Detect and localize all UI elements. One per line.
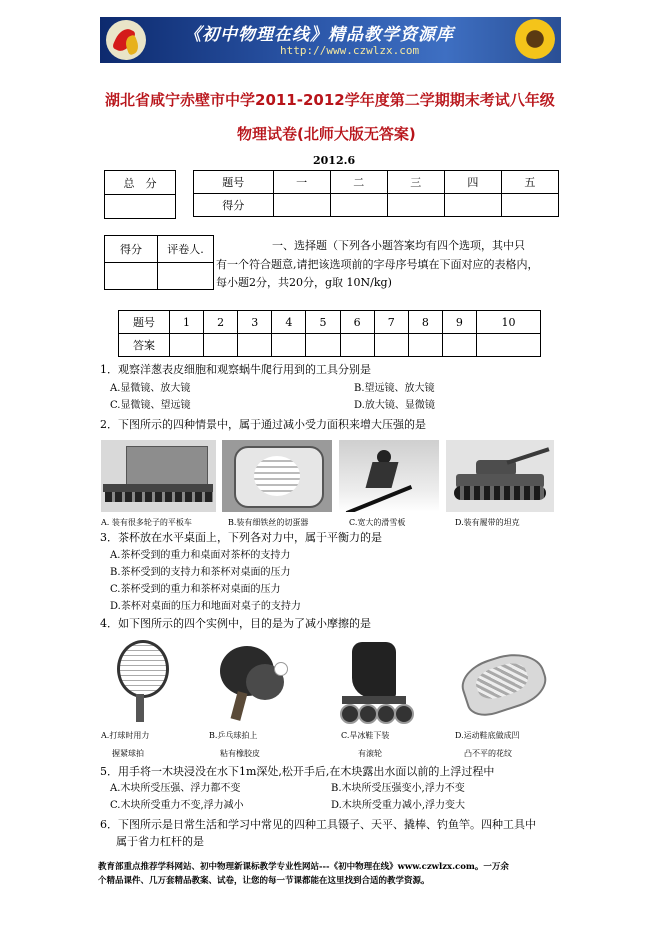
q2-caption-b: B.装有细铁丝的切蛋器 (228, 518, 309, 527)
q2-caption-a: A. 装有很多轮子的平板车 (101, 518, 192, 527)
q6-stem-line2: 属于省力杠杆的是 (116, 835, 204, 848)
q1-option-c: C.显微镜、望远镜 (110, 400, 191, 411)
q1-option-b: B.望远镜、放大镜 (354, 383, 435, 394)
tank-image (446, 440, 554, 512)
section-header: 三 (387, 171, 444, 194)
answer-cell[interactable] (306, 334, 340, 357)
answer-cell[interactable] (170, 334, 204, 357)
q4-caption-d2: 凸不平的花纹 (464, 749, 512, 758)
q4-caption-a1: A.打球时用力 (101, 731, 150, 740)
answer-cell[interactable] (442, 334, 476, 357)
pingpong-paddle-image (206, 636, 294, 724)
page-title-line2: 物理试卷(北师大版无答案) (237, 125, 416, 143)
site-logo-icon (106, 20, 146, 60)
q2-caption-d: D.装有履带的坦克 (455, 518, 520, 527)
q3-option-b: B.茶杯受到的支持力和茶杯对桌面的压力 (110, 567, 291, 578)
answer-number: 6 (340, 311, 374, 334)
grader-name-cell[interactable] (158, 263, 214, 290)
score-cell[interactable] (273, 194, 330, 217)
answer-number: 4 (272, 311, 306, 334)
answer-cell[interactable] (374, 334, 408, 357)
q4-caption-b1: B.乒乓球拍上 (209, 731, 258, 740)
score-cell[interactable] (444, 194, 501, 217)
tennis-racket-image (105, 636, 175, 726)
score-cell[interactable] (330, 194, 387, 217)
answer-tihao-label: 题号 (119, 311, 170, 334)
answer-number: 7 (374, 311, 408, 334)
section-score-table (193, 170, 559, 217)
q5-option-b: B.木块所受压强变小,浮力不变 (331, 783, 465, 794)
answer-cell[interactable] (408, 334, 442, 357)
q5-option-d: D.木块所受重力减小,浮力变大 (331, 800, 466, 811)
answer-cell[interactable] (340, 334, 374, 357)
sunflower-icon (515, 19, 555, 59)
q4-caption-b2: 粘有橡胶皮 (220, 749, 260, 758)
answer-cell[interactable] (476, 334, 540, 357)
q4-caption-a2: 握紧球拍 (112, 749, 144, 758)
section1-line3: 每小题2分，共20分，g取 10N/kg) (216, 276, 392, 289)
q3-option-c: C.茶杯受到的重力和茶杯对桌面的压力 (110, 584, 281, 595)
footer-line2: 个精品课件、几万套精品教案、试卷，让您的每一节课都能在这里找到合适的教学资源。 (98, 876, 430, 886)
q4-caption-c2: 有滚轮 (358, 749, 382, 758)
q1-option-d: D.放大镜、显微镜 (354, 400, 435, 411)
q3-stem: 3．茶杯放在水平桌面上，下列各对力中，属于平衡力的是 (100, 531, 382, 544)
q2-stem: 2．下图所示的四种情景中，属于通过减小受力面积来增大压强的是 (100, 418, 426, 431)
answer-label: 答案 (119, 334, 170, 357)
answer-number: 10 (476, 311, 540, 334)
answer-cell[interactable] (272, 334, 306, 357)
q5-option-c: C.木块所受重力不变,浮力减小 (110, 800, 244, 811)
sneaker-sole-image (452, 636, 548, 722)
tihao-label: 题号 (194, 171, 274, 194)
grader-score-cell[interactable] (105, 263, 158, 290)
defen-label: 得分 (194, 194, 274, 217)
total-score-table (104, 170, 176, 219)
footer-line1: 教育部重点推荐学科网站、初中物理新课标教学专业性网站---《初中物理在线》www.czwlzx.com。一万余 (98, 862, 509, 872)
answer-number: 9 (442, 311, 476, 334)
section1-line2: 有一个符合题意,请把该选项前的字母序号填在下面对应的表格内， (216, 258, 539, 271)
banner-url[interactable]: http://www.czwlzx.com (280, 44, 420, 57)
q4-stem: 4．如下图所示的四个实例中，目的是为了减小摩擦的是 (100, 617, 371, 630)
q4-caption-c1: C.旱冰鞋下装 (341, 731, 390, 740)
q4-caption-d1: D.运动鞋底做成凹 (455, 731, 520, 740)
q2-caption-c: C.宽大的滑雪板 (349, 518, 406, 527)
q3-option-d: D.茶杯对桌面的压力和地面对桌子的支持力 (110, 601, 301, 612)
q5-stem: 5．用手将一木块浸没在水下1m深处,松开手后,在木块露出水面以前的上浮过程中 (100, 765, 495, 778)
section-header: 二 (330, 171, 387, 194)
egg-slicer-image (222, 440, 332, 512)
score-cell[interactable] (501, 194, 558, 217)
exam-date: 2012.6 (313, 154, 356, 167)
grader-score-label: 得分 (105, 236, 158, 263)
section-header: 四 (444, 171, 501, 194)
banner-title: 《初中物理在线》精品教学资源库 (184, 25, 454, 45)
total-value-cell[interactable] (105, 195, 176, 219)
answer-number: 1 (170, 311, 204, 334)
q6-stem: 6．下图所示是日常生活和学习中常见的四种工具镊子、天平、撬棒、钓鱼竿。四种工具中 (100, 818, 536, 831)
flatbed-truck-image (101, 440, 216, 512)
total-label: 总 分 (105, 171, 176, 195)
answer-number: 3 (238, 311, 272, 334)
site-banner (100, 17, 561, 63)
grader-name-label: 评卷人. (158, 236, 214, 263)
q3-option-a: A.茶杯受到的重力和桌面对茶杯的支持力 (110, 550, 291, 561)
section-header: 一 (273, 171, 330, 194)
answer-number: 5 (306, 311, 340, 334)
score-cell[interactable] (387, 194, 444, 217)
q1-stem: 1．观察洋葱表皮细胞和观察蜗牛爬行用到的工具分别是 (100, 363, 371, 376)
q1-option-a: A.显微镜、放大镜 (110, 383, 191, 394)
skier-image (339, 440, 439, 512)
answer-cell[interactable] (204, 334, 238, 357)
grader-box (104, 235, 214, 290)
roller-skate-image (332, 636, 416, 724)
answer-number: 2 (204, 311, 238, 334)
q5-option-a: A.木块所受压强、浮力都不变 (110, 783, 241, 794)
answer-number: 8 (408, 311, 442, 334)
section-header: 五 (501, 171, 558, 194)
page-title-line1: 湖北省咸宁赤壁市中学2011-2012学年度第二学期期末考试八年级 (105, 91, 555, 109)
answer-cell[interactable] (238, 334, 272, 357)
answer-table (118, 310, 541, 357)
section1-line1: 一、选择题（下列各小题答案均有四个选项，其中只 (272, 239, 525, 252)
